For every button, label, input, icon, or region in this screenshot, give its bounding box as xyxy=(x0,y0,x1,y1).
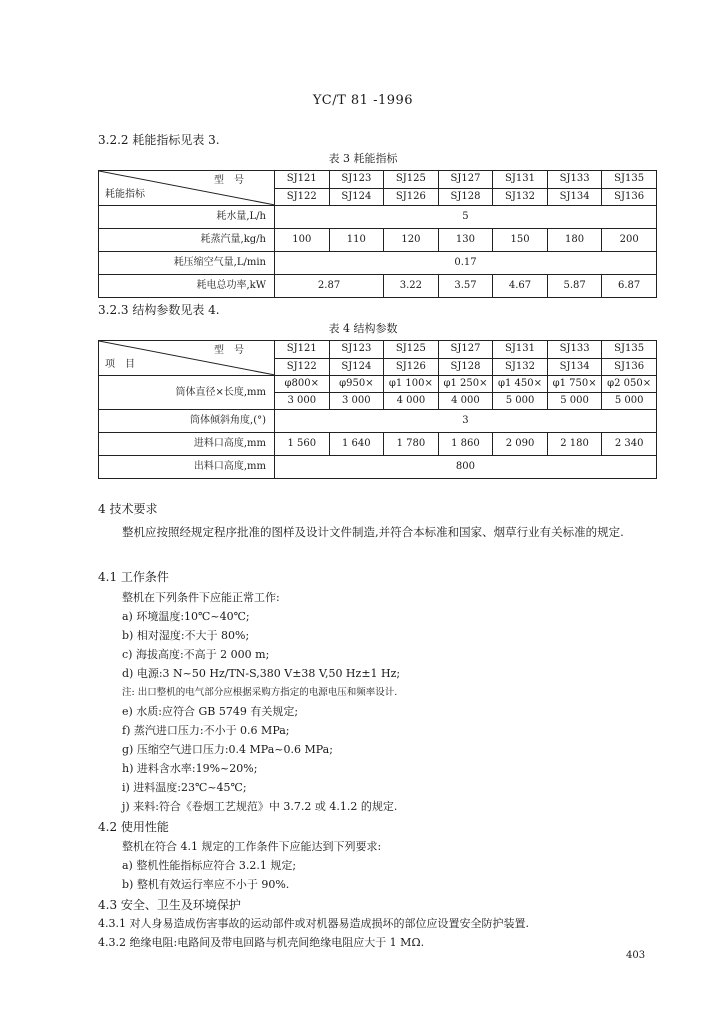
note: 注: 出口整机的电气部分应根据采购方指定的电源电压和频率设计. xyxy=(122,687,398,698)
value-cell: 1 780 xyxy=(384,433,439,456)
value-cell: 2.87 xyxy=(275,275,384,298)
table-row xyxy=(99,456,657,479)
value-cell: 100 xyxy=(275,229,330,252)
value-cell: 5.87 xyxy=(547,275,602,298)
table-corner-cell xyxy=(99,341,275,376)
section-4-heading: 4 技术要求 xyxy=(98,502,158,516)
table-3 xyxy=(98,170,657,298)
list-item: c) 海拔高度:不高于 2 000 m; xyxy=(122,648,270,661)
value-cell: φ2 050× xyxy=(602,376,657,393)
model-cell: SJ135 xyxy=(602,341,657,359)
value-cell: 6.87 xyxy=(602,275,657,298)
value-cell: 4 000 xyxy=(438,393,493,410)
table-4-caption: 表 4 结构参数 xyxy=(328,322,398,335)
running-header: YC/T 81 -1996 xyxy=(312,93,414,108)
table-row xyxy=(99,433,657,456)
list-item: i) 进料温度:23℃~45℃; xyxy=(122,781,247,794)
section-4-3-1: 4.3.1 对人身易造成伤害事故的运动部件或对机器易造成损坏的部位应设置安全防护装置. xyxy=(98,917,529,930)
value-cell: 5 000 xyxy=(493,393,548,410)
list-item: e) 水质:应符合 GB 5749 有关规定; xyxy=(122,705,299,718)
model-cell: SJ136 xyxy=(602,358,657,376)
model-cell: SJ134 xyxy=(547,358,602,376)
model-cell: SJ126 xyxy=(384,358,439,376)
model-cell: SJ135 xyxy=(602,171,657,189)
value-cell: 3.57 xyxy=(438,275,493,298)
corner-label-item: 耗能指标 xyxy=(105,189,145,200)
value-cell: 3.22 xyxy=(384,275,439,298)
table-row xyxy=(99,252,657,275)
corner-label-item: 项 目 xyxy=(105,359,135,370)
row-label-steam: 耗蒸汽量,kg/h xyxy=(99,229,275,252)
model-cell: SJ122 xyxy=(275,188,330,206)
value-cell: 4 000 xyxy=(384,393,439,410)
value-cell: 5 000 xyxy=(602,393,657,410)
model-cell: SJ124 xyxy=(329,358,384,376)
value-cell: 200 xyxy=(602,229,657,252)
table-3-caption: 表 3 耗能指标 xyxy=(328,152,398,165)
table-corner-cell xyxy=(99,171,275,206)
section-4-1-heading: 4.1 工作条件 xyxy=(98,570,169,584)
model-cell: SJ131 xyxy=(493,341,548,359)
table-row xyxy=(99,410,657,433)
table-row xyxy=(99,171,657,189)
row-label-power: 耗电总功率,kW xyxy=(99,275,275,298)
corner-label-model: 型 号 xyxy=(214,345,244,356)
row-label-air: 耗压缩空气量,L/min xyxy=(99,252,275,275)
table-row xyxy=(99,229,657,252)
value-cell: 110 xyxy=(329,229,384,252)
table-row xyxy=(99,376,657,393)
value-cell: φ1 750× xyxy=(547,376,602,393)
row-label-angle: 筒体倾斜角度,(°) xyxy=(99,410,275,433)
model-cell: SJ126 xyxy=(384,188,439,206)
model-cell: SJ131 xyxy=(493,171,548,189)
model-cell: SJ133 xyxy=(547,171,602,189)
model-cell: SJ123 xyxy=(329,341,384,359)
section-4-2-intro: 整机在符合 4.1 规定的工作条件下应能达到下列要求: xyxy=(122,840,382,853)
model-cell: SJ127 xyxy=(438,341,493,359)
model-cell: SJ136 xyxy=(602,188,657,206)
section-4-paragraph: 整机应按照经规定程序批准的图样及设计文件制造,并符合本标准和国家、烟草行业有关标准的规定. xyxy=(122,525,624,539)
list-item: j) 来料:符合《卷烟工艺规范》中 3.7.2 或 4.1.2 的规定. xyxy=(122,800,398,813)
model-cell: SJ132 xyxy=(493,188,548,206)
value-cell: φ1 450× xyxy=(493,376,548,393)
list-item: h) 进料含水率:19%~20%; xyxy=(122,762,258,775)
model-cell: SJ121 xyxy=(275,341,330,359)
section-4-2-heading: 4.2 使用性能 xyxy=(98,820,169,834)
model-cell: SJ125 xyxy=(384,171,439,189)
list-item: a) 整机性能指标应符合 3.2.1 规定; xyxy=(122,859,297,872)
value-cell: 3 000 xyxy=(329,393,384,410)
value-cell: 1 560 xyxy=(275,433,330,456)
model-cell: SJ125 xyxy=(384,341,439,359)
table-4 xyxy=(98,340,657,479)
value-cell: φ1 250× xyxy=(438,376,493,393)
section-3-2-2: 3.2.2 耗能指标见表 3. xyxy=(98,133,220,147)
value-cell: 3 000 xyxy=(275,393,330,410)
value-cell: 1 640 xyxy=(329,433,384,456)
value-cell: 5 xyxy=(275,206,657,229)
value-cell: 2 340 xyxy=(602,433,657,456)
model-cell: SJ122 xyxy=(275,358,330,376)
table-row xyxy=(99,341,657,359)
value-cell: 150 xyxy=(493,229,548,252)
value-cell: 4.67 xyxy=(493,275,548,298)
model-cell: SJ123 xyxy=(329,171,384,189)
value-cell: φ800× xyxy=(275,376,330,393)
value-cell: 5 000 xyxy=(547,393,602,410)
model-cell: SJ124 xyxy=(329,188,384,206)
list-item: d) 电源:3 N~50 Hz/TN-S,380 V±38 V,50 Hz±1 Hz; xyxy=(122,667,401,680)
section-4-3-2: 4.3.2 绝缘电阻:电路间及带电回路与机壳间绝缘电阻应大于 1 MΩ. xyxy=(98,936,425,949)
model-cell: SJ132 xyxy=(493,358,548,376)
list-item: b) 整机有效运行率应不小于 90%. xyxy=(122,878,290,891)
value-cell: 130 xyxy=(438,229,493,252)
value-cell: 3 xyxy=(275,410,657,433)
value-cell: 0.17 xyxy=(275,252,657,275)
value-cell: 2 180 xyxy=(547,433,602,456)
value-cell: 800 xyxy=(275,456,657,479)
value-cell: φ950× xyxy=(329,376,384,393)
table-row xyxy=(99,275,657,298)
model-cell: SJ128 xyxy=(438,358,493,376)
model-cell: SJ128 xyxy=(438,188,493,206)
section-4-1-intro: 整机在下列条件下应能正常工作: xyxy=(122,591,280,604)
row-label-inlet: 进料口高度,mm xyxy=(99,433,275,456)
model-cell: SJ121 xyxy=(275,171,330,189)
section-3-2-3: 3.2.3 结构参数见表 4. xyxy=(98,303,220,317)
list-item: b) 相对湿度:不大于 80%; xyxy=(122,629,250,642)
value-cell: 180 xyxy=(547,229,602,252)
list-item: g) 压缩空气进口压力:0.4 MPa~0.6 MPa; xyxy=(122,743,333,756)
model-cell: SJ127 xyxy=(438,171,493,189)
row-label-outlet: 出料口高度,mm xyxy=(99,456,275,479)
value-cell: 2 090 xyxy=(493,433,548,456)
value-cell: φ1 100× xyxy=(384,376,439,393)
model-cell: SJ133 xyxy=(547,341,602,359)
table-row xyxy=(99,206,657,229)
list-item: f) 蒸汽进口压力:不小于 0.6 MPa; xyxy=(122,724,290,737)
row-label-dimensions: 筒体直径×长度,mm xyxy=(99,376,275,410)
page-number: 403 xyxy=(626,950,646,961)
list-item: a) 环境温度:10℃~40℃; xyxy=(122,610,250,623)
row-label-water: 耗水量,L/h xyxy=(99,206,275,229)
corner-label-model: 型 号 xyxy=(214,175,244,186)
model-cell: SJ134 xyxy=(547,188,602,206)
section-4-3-heading: 4.3 安全、卫生及环境保护 xyxy=(98,898,241,912)
value-cell: 120 xyxy=(384,229,439,252)
value-cell: 1 860 xyxy=(438,433,493,456)
